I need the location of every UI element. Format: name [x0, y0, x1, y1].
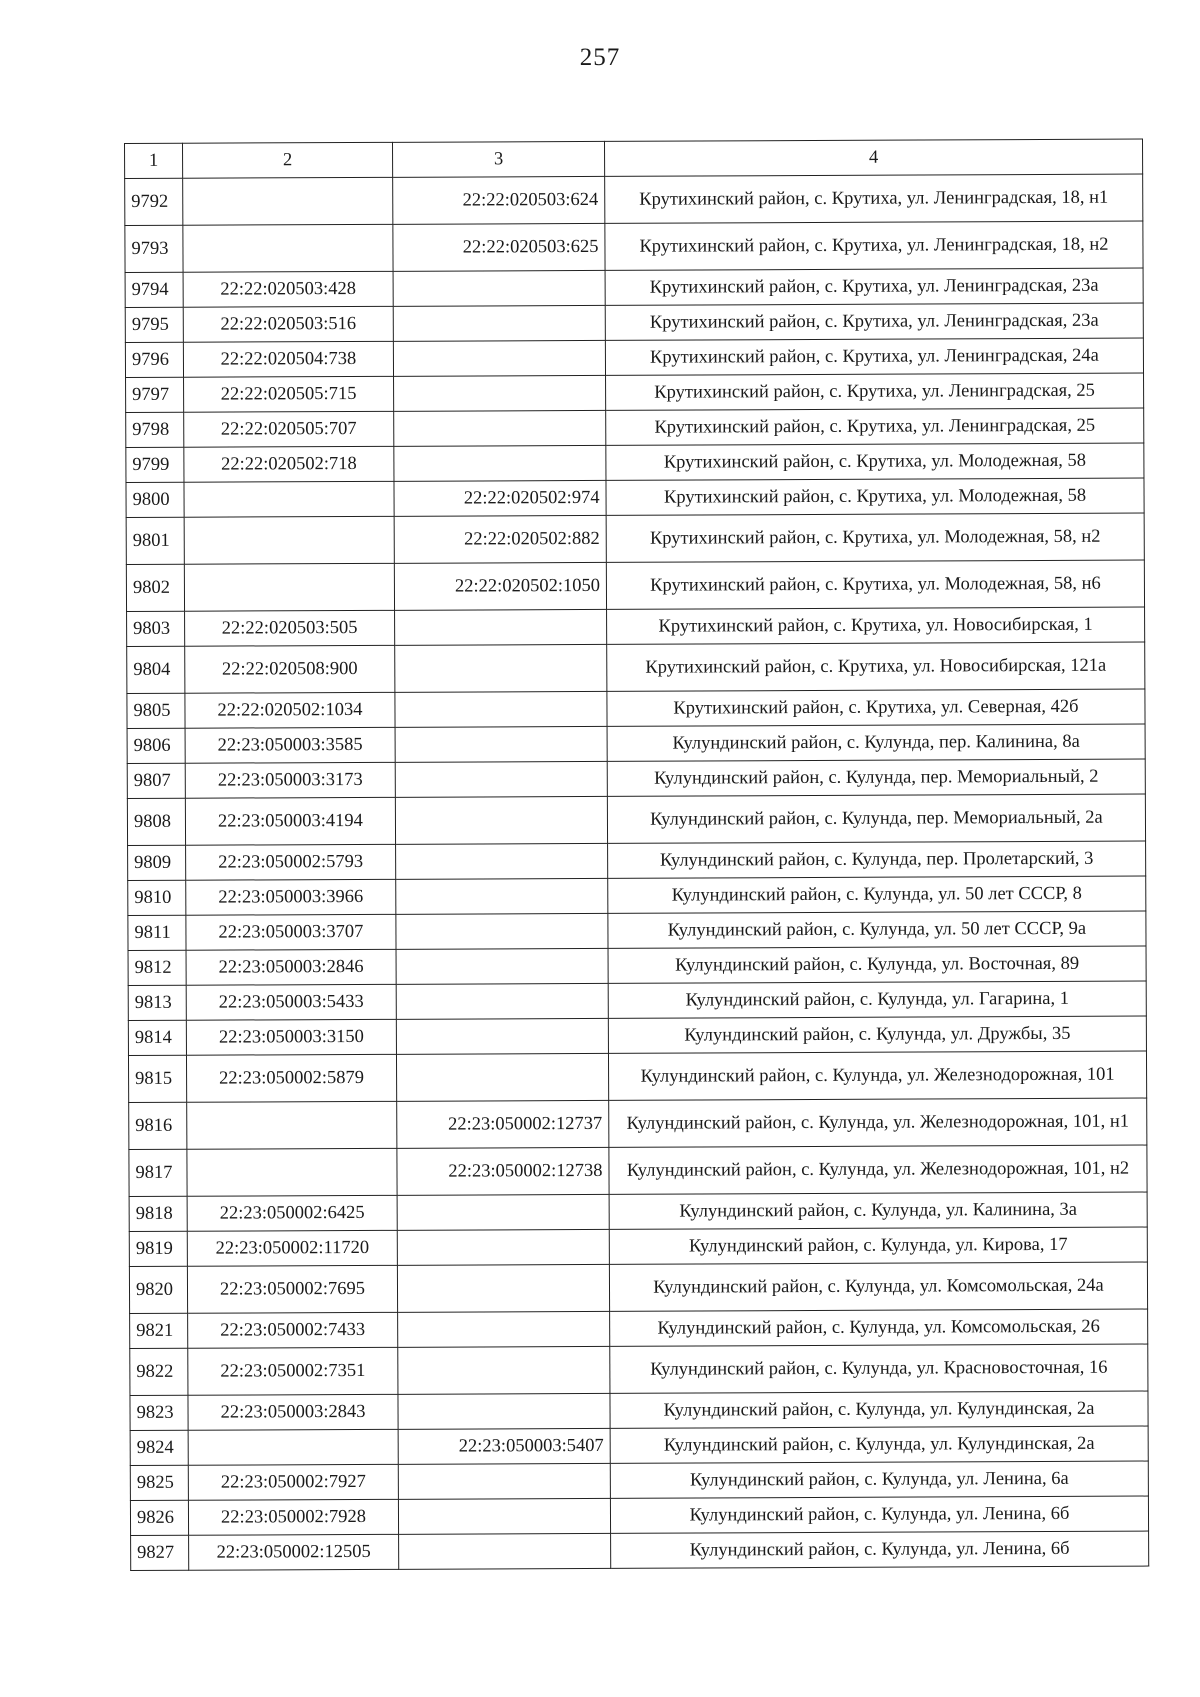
- cadastral-number-alt-cell: 22:23:050003:5407: [398, 1428, 610, 1464]
- cadastral-number-alt-cell: [397, 1229, 609, 1265]
- address-cell: Крутихинский район, с. Крутиха, ул. Молодежная, 58: [606, 443, 1144, 480]
- row-number-cell: 9795: [125, 307, 183, 342]
- address-cell: Кулундинский район, с. Кулунда, ул. Кулундинская, 2а: [610, 1391, 1148, 1428]
- cadastral-number-cell: 22:23:050002:7433: [188, 1312, 398, 1348]
- address-cell: Крутихинский район, с. Крутиха, ул. Ленинградская, 18, н2: [605, 221, 1143, 270]
- row-number-cell: 9808: [127, 798, 185, 845]
- cadastral-number-cell: [184, 563, 394, 611]
- cadastral-number-alt-cell: [397, 1264, 609, 1312]
- cadastral-number-alt-cell: [396, 948, 608, 984]
- cadastral-number-cell: [184, 516, 394, 564]
- cadastral-number-cell: 22:22:020502:718: [184, 446, 394, 482]
- cadastral-number-cell: [184, 481, 394, 517]
- cadastral-number-cell: 22:23:050002:7927: [188, 1464, 398, 1500]
- cadastral-number-cell: 22:23:050002:7351: [188, 1347, 398, 1395]
- row-number-cell: 9826: [130, 1500, 188, 1535]
- row-number-cell: 9816: [129, 1102, 187, 1149]
- cadastral-number-alt-cell: [395, 644, 607, 692]
- cadastral-number-alt-cell: [393, 270, 605, 306]
- row-number-cell: 9824: [130, 1430, 188, 1465]
- table-row: [130, 1391, 1148, 1430]
- table-row: [129, 1145, 1147, 1196]
- table-row: [129, 1192, 1147, 1231]
- table-row: [125, 221, 1143, 272]
- cadastral-number-alt-cell: 22:22:020502:974: [394, 480, 606, 516]
- cadastral-number-cell: 22:22:020503:505: [185, 610, 395, 646]
- column-header-4: 4: [604, 139, 1142, 176]
- address-cell: Кулундинский район, с. Кулунда, пер. Мемориальный, 2а: [607, 794, 1145, 843]
- cadastral-number-cell: 22:23:050003:2846: [186, 949, 396, 985]
- row-number-cell: 9794: [125, 272, 183, 307]
- address-cell: Кулундинский район, с. Кулунда, ул. Комсомольская, 24а: [609, 1262, 1147, 1311]
- address-cell: Кулундинский район, с. Кулунда, ул. Ленина, 6б: [610, 1496, 1148, 1533]
- cadastral-number-alt-cell: [399, 1533, 611, 1569]
- address-cell: Крутихинский район, с. Крутиха, ул. Ленинградская, 25: [606, 408, 1144, 445]
- table-row: [126, 513, 1144, 564]
- table-row: [130, 1496, 1148, 1535]
- cadastral-number-alt-cell: [398, 1346, 610, 1394]
- table-row: [129, 1098, 1147, 1149]
- address-cell: Кулундинский район, с. Кулунда, ул. Кирова, 17: [609, 1227, 1147, 1264]
- table-row: [125, 174, 1143, 225]
- row-number-cell: 9797: [126, 377, 184, 412]
- cadastral-number-cell: 22:23:050002:12505: [189, 1534, 399, 1570]
- row-number-cell: 9815: [128, 1055, 186, 1102]
- cadastral-number-alt-cell: [397, 1194, 609, 1230]
- cadastral-number-cell: [187, 1101, 397, 1149]
- table-row: [127, 759, 1145, 798]
- address-cell: Кулундинский район, с. Кулунда, ул. Комсомольская, 26: [610, 1309, 1148, 1346]
- table-row: [128, 981, 1146, 1020]
- cadastral-number-cell: 22:23:050003:4194: [185, 797, 395, 845]
- row-number-cell: 9802: [126, 564, 184, 611]
- row-number-cell: 9817: [129, 1149, 187, 1196]
- table-row: [127, 642, 1145, 693]
- cadastral-number-cell: 22:23:050003:3173: [185, 762, 395, 798]
- table-row: [129, 1227, 1147, 1266]
- cadastral-number-alt-cell: [396, 1053, 608, 1101]
- cadastral-number-cell: 22:23:050003:3966: [186, 879, 396, 915]
- cadastral-number-alt-cell: 22:23:050002:12737: [397, 1100, 609, 1148]
- address-cell: Крутихинский район, с. Крутиха, ул. Ленинградская, 24а: [605, 338, 1143, 375]
- table-row: [127, 607, 1145, 646]
- table-row: [125, 268, 1143, 307]
- table-row: [126, 373, 1144, 412]
- registry-table-wrapper: [124, 139, 1148, 1571]
- address-cell: Крутихинский район, с. Крутиха, ул. Новосибирская, 121а: [607, 642, 1145, 691]
- column-header-2: 2: [183, 142, 393, 178]
- address-cell: Кулундинский район, с. Кулунда, пер. Калинина, 8а: [607, 724, 1145, 761]
- table-row: [125, 303, 1143, 342]
- table-row: [130, 1426, 1148, 1465]
- table-row: [130, 1309, 1148, 1348]
- address-cell: Кулундинский район, с. Кулунда, ул. Ленина, 6а: [610, 1461, 1148, 1498]
- row-number-cell: 9800: [126, 482, 184, 517]
- row-number-cell: 9823: [130, 1395, 188, 1430]
- address-cell: Кулундинский район, с. Кулунда, ул. Красновосточная, 16: [610, 1344, 1148, 1393]
- address-cell: Кулундинский район, с. Кулунда, ул. 50 лет СССР, 8: [608, 876, 1146, 913]
- cadastral-number-alt-cell: [398, 1463, 610, 1499]
- address-cell: Кулундинский район, с. Кулунда, ул. Калинина, 3а: [609, 1192, 1147, 1229]
- row-number-cell: 9805: [127, 693, 185, 728]
- cadastral-number-alt-cell: [396, 1018, 608, 1054]
- cadastral-number-cell: 22:23:050003:3707: [186, 914, 396, 950]
- cadastral-number-cell: 22:23:050002:7695: [187, 1265, 397, 1313]
- row-number-cell: 9804: [127, 646, 185, 693]
- table-row: [125, 338, 1143, 377]
- cadastral-number-alt-cell: [396, 843, 608, 879]
- cadastral-number-alt-cell: 22:22:020503:625: [393, 223, 605, 271]
- cadastral-number-cell: 22:23:050003:3150: [186, 1019, 396, 1055]
- cadastral-number-cell: 22:22:020503:428: [183, 271, 393, 307]
- table-row: [128, 1051, 1146, 1102]
- address-cell: Крутихинский район, с. Крутиха, ул. Молодежная, 58, н2: [606, 513, 1144, 562]
- table-row: [126, 408, 1144, 447]
- row-number-cell: 9801: [126, 517, 184, 564]
- cadastral-number-cell: 22:22:020503:516: [183, 306, 393, 342]
- row-number-cell: 9822: [130, 1348, 188, 1395]
- row-number-cell: 9825: [130, 1465, 188, 1500]
- table-row: [130, 1461, 1148, 1500]
- address-cell: Кулундинский район, с. Кулунда, ул. Железнодорожная, 101, н2: [609, 1145, 1147, 1194]
- address-cell: Кулундинский район, с. Кулунда, пер. Пролетарский, 3: [608, 841, 1146, 878]
- row-number-cell: 9811: [128, 915, 186, 950]
- row-number-cell: 9810: [128, 880, 186, 915]
- row-number-cell: 9807: [127, 763, 185, 798]
- cadastral-number-alt-cell: [395, 609, 607, 645]
- address-cell: Кулундинский район, с. Кулунда, ул. Кулундинская, 2а: [610, 1426, 1148, 1463]
- address-cell: Крутихинский район, с. Крутиха, ул. Молодежная, 58, н6: [606, 560, 1144, 609]
- table-header-row: [125, 139, 1143, 178]
- table-row: [130, 1344, 1148, 1395]
- address-cell: Крутихинский район, с. Крутиха, ул. Ленинградская, 23а: [605, 268, 1143, 305]
- address-cell: Крутихинский район, с. Крутиха, ул. Молодежная, 58: [606, 478, 1144, 515]
- cadastral-number-cell: 22:23:050003:5433: [186, 984, 396, 1020]
- column-header-1: 1: [125, 143, 183, 178]
- row-number-cell: 9793: [125, 225, 183, 272]
- address-cell: Кулундинский район, с. Кулунда, ул. 50 лет СССР, 9а: [608, 911, 1146, 948]
- address-cell: Крутихинский район, с. Крутиха, ул. Ленинградская, 25: [606, 373, 1144, 410]
- table-row: [126, 560, 1144, 611]
- address-cell: Кулундинский район, с. Кулунда, ул. Ленина, 6б: [611, 1531, 1149, 1568]
- row-number-cell: 9821: [130, 1313, 188, 1348]
- table-row: [128, 841, 1146, 880]
- table-row: [128, 876, 1146, 915]
- registry-table-body: [125, 139, 1149, 1570]
- row-number-cell: 9809: [128, 845, 186, 880]
- row-number-cell: 9814: [128, 1020, 186, 1055]
- cadastral-number-alt-cell: [398, 1311, 610, 1347]
- table-row: [129, 1262, 1147, 1313]
- address-cell: Крутихинский район, с. Крутиха, ул. Ленинградская, 23а: [605, 303, 1143, 340]
- cadastral-number-alt-cell: [395, 726, 607, 762]
- cadastral-number-alt-cell: 22:22:020503:624: [393, 176, 605, 224]
- address-cell: Крутихинский район, с. Крутиха, ул. Ленинградская, 18, н1: [605, 174, 1143, 223]
- cadastral-number-alt-cell: [396, 983, 608, 1019]
- row-number-cell: 9827: [131, 1535, 189, 1570]
- column-header-3: 3: [392, 141, 604, 177]
- table-row: [127, 689, 1145, 728]
- cadastral-number-cell: 22:22:020504:738: [183, 341, 393, 377]
- cadastral-number-cell: 22:22:020502:1034: [185, 692, 395, 728]
- table-row: [126, 478, 1144, 517]
- table-row: [126, 443, 1144, 482]
- row-number-cell: 9798: [126, 412, 184, 447]
- row-number-cell: 9803: [127, 611, 185, 646]
- cadastral-number-alt-cell: [398, 1498, 610, 1534]
- address-cell: Кулундинский район, с. Кулунда, ул. Дружбы, 35: [608, 1016, 1146, 1053]
- cadastral-number-cell: [188, 1429, 398, 1465]
- cadastral-number-cell: [187, 1148, 397, 1196]
- registry-table: [124, 139, 1149, 1571]
- cadastral-number-alt-cell: [394, 410, 606, 446]
- cadastral-number-alt-cell: [395, 691, 607, 727]
- cadastral-number-alt-cell: [395, 761, 607, 797]
- row-number-cell: 9812: [128, 950, 186, 985]
- cadastral-number-cell: 22:23:050002:11720: [187, 1230, 397, 1266]
- cadastral-number-cell: 22:23:050002:7928: [188, 1499, 398, 1535]
- table-row: [127, 794, 1145, 845]
- row-number-cell: 9799: [126, 447, 184, 482]
- row-number-cell: 9813: [128, 985, 186, 1020]
- cadastral-number-alt-cell: 22:22:020502:1050: [394, 562, 606, 610]
- cadastral-number-cell: 22:23:050002:5793: [186, 844, 396, 880]
- cadastral-number-alt-cell: [396, 913, 608, 949]
- address-cell: Кулундинский район, с. Кулунда, ул. Железнодорожная, 101, н1: [609, 1098, 1147, 1147]
- table-row: [131, 1531, 1149, 1570]
- row-number-cell: 9820: [129, 1266, 187, 1313]
- row-number-cell: 9792: [125, 178, 183, 225]
- row-number-cell: 9819: [129, 1231, 187, 1266]
- address-cell: Крутихинский район, с. Крутиха, ул. Новосибирская, 1: [607, 607, 1145, 644]
- row-number-cell: 9818: [129, 1196, 187, 1231]
- cadastral-number-cell: [183, 177, 393, 225]
- cadastral-number-cell: 22:23:050002:6425: [187, 1195, 397, 1231]
- cadastral-number-alt-cell: [393, 305, 605, 341]
- page-number: 257: [579, 44, 621, 71]
- address-cell: Кулундинский район, с. Кулунда, ул. Железнодорожная, 101: [608, 1051, 1146, 1100]
- cadastral-number-alt-cell: [394, 375, 606, 411]
- address-cell: Кулундинский район, с. Кулунда, пер. Мемориальный, 2: [607, 759, 1145, 796]
- address-cell: Кулундинский район, с. Кулунда, ул. Гагарина, 1: [608, 981, 1146, 1018]
- cadastral-number-alt-cell: [393, 340, 605, 376]
- cadastral-number-alt-cell: [394, 445, 606, 481]
- table-row: [127, 724, 1145, 763]
- address-cell: Крутихинский район, с. Крутиха, ул. Северная, 42б: [607, 689, 1145, 726]
- cadastral-number-alt-cell: [395, 796, 607, 844]
- cadastral-number-cell: 22:23:050003:3585: [185, 727, 395, 763]
- table-row: [128, 1016, 1146, 1055]
- cadastral-number-alt-cell: 22:23:050002:12738: [397, 1147, 609, 1195]
- row-number-cell: 9806: [127, 728, 185, 763]
- cadastral-number-cell: [183, 224, 393, 272]
- cadastral-number-cell: 22:23:050003:2843: [188, 1394, 398, 1430]
- table-row: [128, 911, 1146, 950]
- cadastral-number-cell: 22:22:020508:900: [185, 645, 395, 693]
- cadastral-number-alt-cell: 22:22:020502:882: [394, 515, 606, 563]
- cadastral-number-cell: 22:22:020505:707: [184, 411, 394, 447]
- row-number-cell: 9796: [125, 342, 183, 377]
- cadastral-number-alt-cell: [398, 1393, 610, 1429]
- cadastral-number-alt-cell: [396, 878, 608, 914]
- address-cell: Кулундинский район, с. Кулунда, ул. Восточная, 89: [608, 946, 1146, 983]
- cadastral-number-cell: 22:23:050002:5879: [186, 1054, 396, 1102]
- table-row: [128, 946, 1146, 985]
- cadastral-number-cell: 22:22:020505:715: [184, 376, 394, 412]
